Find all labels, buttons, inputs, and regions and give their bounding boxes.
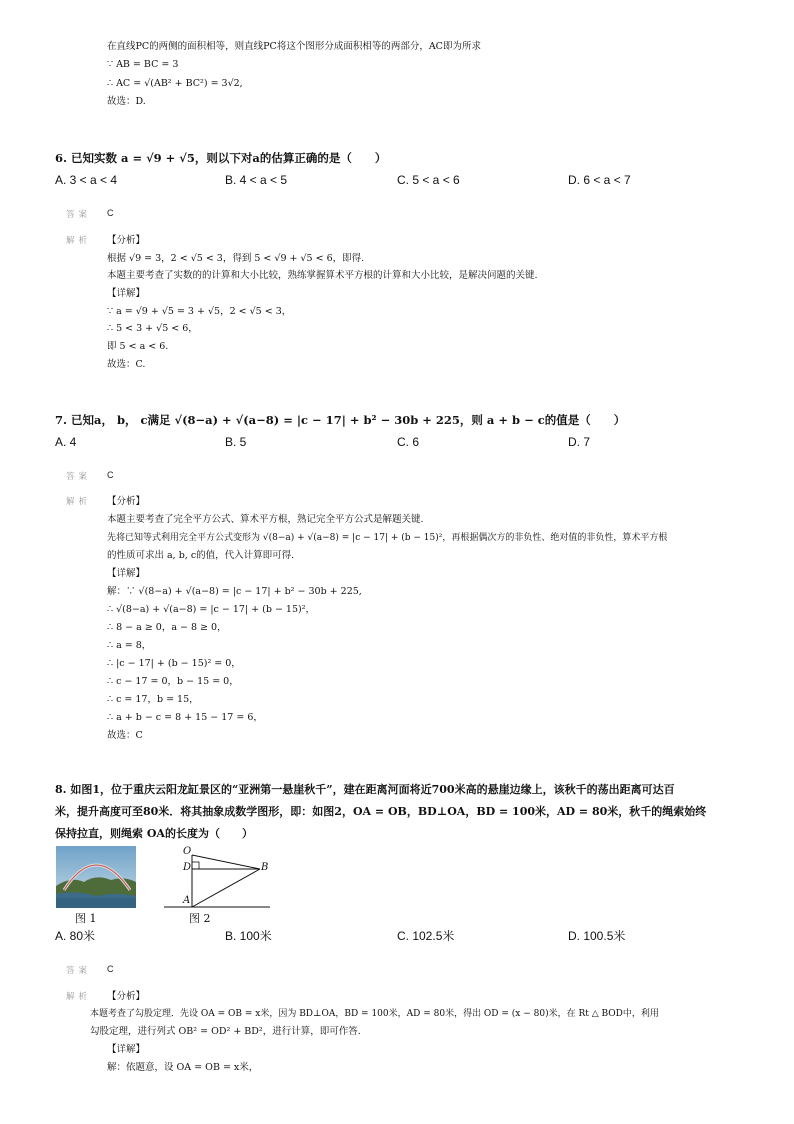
q7-line: 【分析】: [107, 496, 146, 507]
point-b-label: B: [261, 862, 269, 873]
q7-stem: 7. 已知a， b， c满足 √(8−a) + √(a−8) = |c − 17| + b² − 30b + 225，则 a + b − c的值是（ ）: [55, 413, 626, 427]
point-d-label: D: [183, 862, 192, 873]
q6-line: 根据 √9 = 3，2 < √5 < 3，得到 5 < √9 + √5 < 6，即得.: [107, 253, 365, 264]
q8-option-d: D. 100.5米: [568, 929, 626, 943]
q8-line: 解：依题意，设 OA = OB = x米，: [107, 1062, 259, 1073]
q7-line: ∴ a + b − c = 8 + 15 − 17 = 6，: [107, 712, 263, 723]
q7-option-b: B. 5: [225, 435, 247, 449]
q7-option-a: A. 4: [55, 435, 77, 449]
q7-line: ∴ a = 8，: [107, 640, 152, 651]
q8-option-c: C. 102.5米: [397, 929, 455, 943]
q8-line: 【分析】: [107, 991, 146, 1002]
q6-line: 即 5 < a < 6.: [107, 341, 169, 352]
q6-stem: 6. 已知实数 a = √9 + √5，则以下对a的估算正确的是（ ）: [55, 151, 387, 165]
q7-line: ∴ c = 17，b = 15，: [107, 694, 199, 705]
figure-2-diagram: [162, 845, 272, 911]
q6-option-d: D. 6 < a < 7: [568, 173, 631, 187]
q6-line: ∴ 5 < 3 + √5 < 6，: [107, 323, 198, 334]
q7-line: 解：∵ √(8−a) + √(a−8) = |c − 17| + b² − 30b + 225,: [107, 586, 362, 597]
q8-analysis-label: 解析: [66, 991, 92, 1001]
q6-option-c: C. 5 < a < 6: [397, 173, 460, 187]
q7-line: 先将已知等式利用完全平方公式变形为 √(8−a) + √(a−8) = |c − 17| + (b − 15)²，再根据偶次方的非负性、绝对值的非负性，算术平方根: [107, 533, 668, 543]
point-o-label: O: [183, 846, 192, 857]
q6-line: 本题主要考查了实数的的计算和大小比较，熟练掌握算术平方根的计算和大小比较，是解决问题的关键.: [107, 270, 538, 281]
prev-line-3: ∴ AC = √(AB² + BC²) = 3√2,: [107, 78, 243, 89]
q7-line: 的性质可求出 a, b, c的值，代入计算即可得.: [107, 550, 295, 561]
q6-answer-label: 答案: [66, 209, 92, 219]
prev-line-4: 故选：D.: [107, 96, 146, 107]
q8-line: 【详解】: [107, 1044, 146, 1055]
q7-line: ∴ c − 17 = 0，b − 15 = 0，: [107, 676, 239, 687]
q8-line: 本题考查了勾股定理．先设 OA = OB = x米，因为 BD⊥OA，BD = 100米，AD = 80米，得出 OD = (x − 80)米，在 Rt △ BOD中，利用: [90, 1009, 659, 1019]
figure-1-caption: 图 1: [75, 912, 97, 925]
prev-line-2: ∵ AB = BC = 3: [107, 59, 179, 70]
q7-line: ∴ |c − 17| + (b − 15)² = 0，: [107, 658, 241, 669]
q8-answer-label: 答案: [66, 965, 92, 975]
q8-stem-line-2: 米，提升高度可至80米．将其抽象成数学图形，即：如图2，OA = OB，BD⊥OA，BD = 100米，AD = 80米，秋千的绳索始终: [55, 805, 707, 818]
q7-option-c: C. 6: [397, 435, 420, 449]
q6-line: 【分析】: [107, 235, 146, 246]
q7-option-d: D. 7: [568, 435, 591, 449]
q7-line: 本题主要考查了完全平方公式、算术平方根，熟记完全平方公式是解题关键.: [107, 514, 424, 525]
q8-option-b: B. 100米: [225, 929, 272, 943]
point-a-label: A: [183, 895, 191, 906]
q6-line: ∵ a = √9 + √5 = 3 + √5，2 < √5 < 3，: [107, 306, 292, 317]
q8-stem-line-3: 保持拉直，则绳索 OA的长度为（ ）: [55, 827, 253, 840]
q7-line: ∴ √(8−a) + √(a−8) = |c − 17| + (b − 15)²，: [107, 604, 316, 615]
q7-line: ∴ 8 − a ≥ 0，a − 8 ≥ 0，: [107, 622, 227, 633]
figure-2-caption: 图 2: [189, 912, 211, 925]
q8-line: 勾股定理，进行列式 OB² = OD² + BD²，进行计算，即可作答.: [90, 1026, 361, 1037]
q6-analysis-label: 解析: [66, 235, 92, 245]
q8-answer: C: [107, 964, 114, 974]
q6-line: 故选：C.: [107, 359, 146, 370]
q6-answer: C: [107, 208, 114, 218]
figure-1-photo: [56, 846, 136, 908]
q6-option-a: A. 3 < a < 4: [55, 173, 118, 187]
q6-option-b: B. 4 < a < 5: [225, 173, 288, 187]
q8-option-a: A. 80米: [55, 929, 96, 943]
q7-analysis-label: 解析: [66, 496, 92, 506]
q7-answer-label: 答案: [66, 471, 92, 481]
q7-line: 【详解】: [107, 568, 146, 579]
prev-line-1: 在直线PC的两侧的面积相等，则直线PC将这个图形分成面积相等的两部分，AC即为所求: [107, 41, 481, 52]
q7-answer: C: [107, 470, 114, 480]
q6-line: 【详解】: [107, 288, 146, 299]
q8-stem-line-1: 8. 如图1，位于重庆云阳龙缸景区的“亚洲第一悬崖秋千”，建在距离河面将近700米高的悬崖边缘上，该秋千的荡出距离可达百: [55, 783, 675, 796]
q7-line: 故选：C: [107, 730, 143, 741]
